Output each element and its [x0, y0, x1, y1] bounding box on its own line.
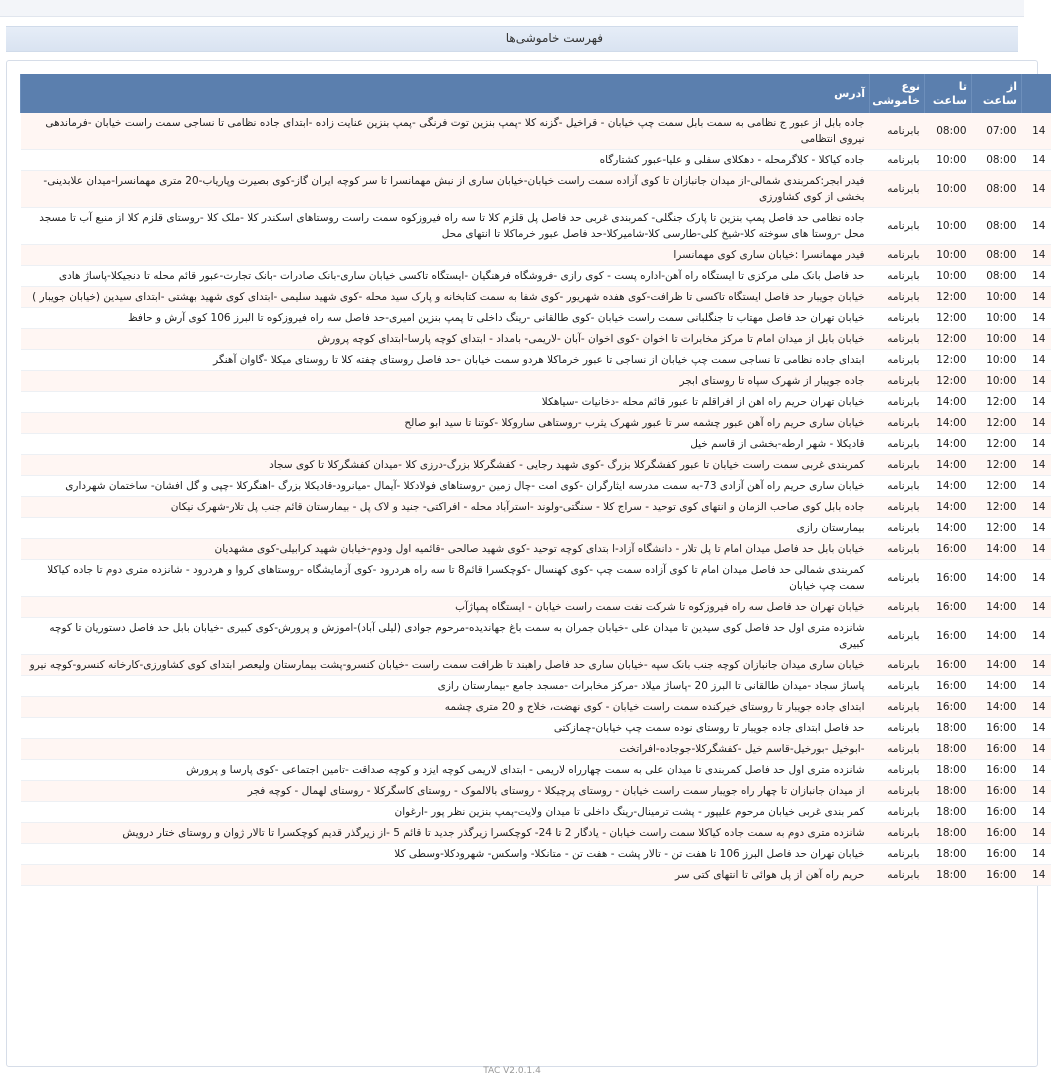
cell-address: از میدان جانبازان تا چهار راه جویبار سمت راست خیابان - روستای پرچیکلا - روستای بالالموک - روستای کاسگرکلا - روستای لهمال - کوچه فجر	[21, 781, 870, 802]
cell-outage-type: بابرنامه	[870, 844, 925, 865]
cell-date: 14	[1022, 113, 1051, 150]
table-row	[21, 697, 1051, 718]
cell-from-time: 14:00	[972, 597, 1022, 618]
cell-to-time: 14:00	[925, 413, 972, 434]
cell-to-time: 18:00	[925, 781, 972, 802]
cell-outage-type: بابرنامه	[870, 597, 925, 618]
cell-date: 14	[1022, 697, 1051, 718]
cell-date: 14	[1022, 781, 1051, 802]
table-row	[21, 308, 1051, 329]
cell-to-time: 16:00	[925, 539, 972, 560]
cell-from-time: 16:00	[972, 718, 1022, 739]
cell-date: 14	[1022, 455, 1051, 476]
cell-outage-type: بابرنامه	[870, 497, 925, 518]
cell-address: پاساژ سجاد -میدان طالقانی تا البرز 20 -پاساژ میلاد -مرکز مخابرات -مسجد جامع -بیمارستان رازی	[21, 676, 870, 697]
table-row	[21, 245, 1051, 266]
cell-date: 14	[1022, 676, 1051, 697]
cell-outage-type: بابرنامه	[870, 392, 925, 413]
cell-to-time: 16:00	[925, 618, 972, 655]
cell-from-time: 12:00	[972, 518, 1022, 539]
cell-outage-type: بابرنامه	[870, 308, 925, 329]
cell-to-time: 14:00	[925, 497, 972, 518]
table-row	[21, 718, 1051, 739]
cell-address: جاده نظامی حد فاصل پمپ بنزین تا پارک جنگلی- کمربندی غربی حد فاصل پل قلزم کلا تا سه راه فیروزکوه سمت راست روستاهای اسکندر کلا -ملک کلا -روستای قلزم کلا از منبع آب تا مسجد محل -روستا های سوخته کلا-شیخ کلی-طارسی کلا-شامیرکلا-حد فاصل عبور خرماکلا تا انتهای محل	[21, 208, 870, 245]
cell-date: 14	[1022, 618, 1051, 655]
cell-to-time: 10:00	[925, 245, 972, 266]
cell-address: قادیکلا - شهر ارطه-بخشی از قاسم خیل	[21, 434, 870, 455]
cell-outage-type: بابرنامه	[870, 697, 925, 718]
cell-to-time: 12:00	[925, 308, 972, 329]
section-title-bar	[6, 26, 1018, 52]
cell-outage-type: بابرنامه	[870, 434, 925, 455]
cell-from-time: 14:00	[972, 560, 1022, 597]
cell-date: 14	[1022, 329, 1051, 350]
cell-address: حد فاصل بانک ملی مرکزی تا ایستگاه راه آهن-اداره پست - کوی رازی -فروشگاه فرهنگیان -ایستگاه تاکسی خیابان ساری-بانک صادرات -بانک تجارت-عبور قائم محله تا دنجیکلا-پاساژ هادی	[21, 266, 870, 287]
cell-from-time: 16:00	[972, 823, 1022, 844]
table-row	[21, 371, 1051, 392]
cell-from-time: 12:00	[972, 392, 1022, 413]
table-row	[21, 266, 1051, 287]
version-footer: TAC V2.0.1.4	[483, 1066, 541, 1076]
table-row	[21, 476, 1051, 497]
cell-outage-type: بابرنامه	[870, 350, 925, 371]
cell-date: 14	[1022, 350, 1051, 371]
cell-address: جاده بابل از عبور ج نظامی به سمت بابل سمت چپ خیابان - قراخیل -گزنه کلا -پمپ بنزین توت فرنگی -پمپ بنزین عنایت زاده -ابتدای جاده نظامی تا نساجی سمت راست خیابان -فرماندهی نیروی انتظامی	[21, 113, 870, 150]
cell-outage-type: بابرنامه	[870, 781, 925, 802]
table-row	[21, 823, 1051, 844]
cell-outage-type: بابرنامه	[870, 676, 925, 697]
table-row	[21, 676, 1051, 697]
cell-address: جاده کیاکلا - کلاگرمحله - دهکلای سفلی و علیا-عبور کشتارگاه	[21, 150, 870, 171]
table-row	[21, 844, 1051, 865]
cell-to-time: 12:00	[925, 371, 972, 392]
cell-from-time: 10:00	[972, 350, 1022, 371]
cell-to-time: 14:00	[925, 392, 972, 413]
cell-from-time: 16:00	[972, 760, 1022, 781]
cell-to-time: 12:00	[925, 329, 972, 350]
cell-to-time: 12:00	[925, 350, 972, 371]
cell-date: 14	[1022, 597, 1051, 618]
table-row	[21, 113, 1051, 150]
cell-from-time: 12:00	[972, 476, 1022, 497]
table-row	[21, 618, 1051, 655]
cell-from-time: 10:00	[972, 329, 1022, 350]
cell-from-time: 10:00	[972, 308, 1022, 329]
cell-address: خیابان ساری میدان جانبازان کوچه جنب بانک سپه -خیابان ساری حد فاصل راهبند تا ظرافت سمت راست -خیابان کنسرو-پشت بیمارستان ولیعصر ابتدای کوی کشاورزی-کارخانه کنسرو-کوچه نیرو	[21, 655, 870, 676]
table-row	[21, 434, 1051, 455]
cell-to-time: 18:00	[925, 760, 972, 781]
cell-date: 14	[1022, 655, 1051, 676]
cell-to-time: 12:00	[925, 287, 972, 308]
cell-address: کمربندی غربی سمت راست خیابان تا عبور کفشگرکلا بزرگ -کوی شهید رجایی - کفشگرکلا بزرگ-درزی کلا -میدان کفشگرکلا تا کوی سجاد	[21, 455, 870, 476]
table-row	[21, 802, 1051, 823]
cell-to-time: 16:00	[925, 560, 972, 597]
table-row	[21, 329, 1051, 350]
cell-outage-type: بابرنامه	[870, 171, 925, 208]
cell-date: 14	[1022, 865, 1051, 886]
cell-outage-type: بابرنامه	[870, 455, 925, 476]
cell-outage-type: بابرنامه	[870, 718, 925, 739]
cell-date: 14	[1022, 392, 1051, 413]
top-toolbar-strip	[0, 0, 1024, 17]
cell-to-time: 18:00	[925, 865, 972, 886]
cell-address: خیابان تهران حد فاصل سه راه فیروزکوه تا شرکت نفت سمت راست خیابان - ایستگاه پمپاژآب	[21, 597, 870, 618]
cell-date: 14	[1022, 539, 1051, 560]
table-row	[21, 208, 1051, 245]
cell-date: 14	[1022, 518, 1051, 539]
cell-date: 14	[1022, 739, 1051, 760]
cell-from-time: 08:00	[972, 150, 1022, 171]
cell-outage-type: بابرنامه	[870, 655, 925, 676]
cell-date: 14	[1022, 308, 1051, 329]
cell-outage-type: بابرنامه	[870, 113, 925, 150]
cell-from-time: 12:00	[972, 455, 1022, 476]
cell-address: حد فاصل ابتدای جاده جویبار تا روستای نوده سمت چپ خیابان-چمازکتی	[21, 718, 870, 739]
cell-outage-type: بابرنامه	[870, 287, 925, 308]
cell-date: 14	[1022, 497, 1051, 518]
table-row	[21, 171, 1051, 208]
cell-address: فیدر مهمانسرا :خیابان ساری کوی مهمانسرا	[21, 245, 870, 266]
cell-date: 14	[1022, 718, 1051, 739]
cell-from-time: 16:00	[972, 865, 1022, 886]
cell-from-time: 14:00	[972, 539, 1022, 560]
cell-address: جاده بابل کوی صاحب الزمان و انتهای کوی توحید - سراج کلا - سنگتی-ولوند -استرآباد محله - افراکتی- جنید و لاک پل - بیمارستان قائم جنب پل تلار-شهرک نیکان	[21, 497, 870, 518]
cell-from-time: 12:00	[972, 434, 1022, 455]
cell-date: 14	[1022, 760, 1051, 781]
table-row	[21, 350, 1051, 371]
cell-from-time: 16:00	[972, 844, 1022, 865]
cell-outage-type: بابرنامه	[870, 865, 925, 886]
cell-from-time: 12:00	[972, 413, 1022, 434]
cell-to-time: 10:00	[925, 171, 972, 208]
table-row	[21, 150, 1051, 171]
cell-address: خیابان تهران حد فاصل البرز 106 تا هفت تن - تالار پشت - هفت تن - متانکلا- واسکس- شهرودکلا-وسطی کلا	[21, 844, 870, 865]
cell-to-time: 14:00	[925, 476, 972, 497]
cell-outage-type: بابرنامه	[870, 476, 925, 497]
cell-to-time: 14:00	[925, 434, 972, 455]
cell-outage-type: بابرنامه	[870, 150, 925, 171]
table-row	[21, 865, 1051, 886]
cell-outage-type: بابرنامه	[870, 413, 925, 434]
table-row	[21, 655, 1051, 676]
cell-address: شانزده متری دوم به سمت جاده کیاکلا سمت راست خیابان - یادگار 2 تا 24- کوچکسرا زیرگذر جدید تا قائم 5 -از زیرگذر قدیم کوچکسرا تا تالار ژوان و روستای ختار درویش	[21, 823, 870, 844]
header-address[interactable]: آدرس	[21, 74, 870, 113]
cell-date: 14	[1022, 802, 1051, 823]
cell-outage-type: بابرنامه	[870, 371, 925, 392]
table-row	[21, 497, 1051, 518]
cell-to-time: 18:00	[925, 718, 972, 739]
cell-address: جاده جویبار از شهرک سپاه تا روستای ابجر	[21, 371, 870, 392]
cell-from-time: 16:00	[972, 781, 1022, 802]
cell-to-time: 18:00	[925, 739, 972, 760]
cell-outage-type: بابرنامه	[870, 518, 925, 539]
cell-date: 14	[1022, 371, 1051, 392]
cell-to-time: 16:00	[925, 697, 972, 718]
cell-outage-type: بابرنامه	[870, 329, 925, 350]
cell-date: 14	[1022, 208, 1051, 245]
cell-from-time: 16:00	[972, 802, 1022, 823]
cell-address: خیابان بابل از میدان امام تا مرکز مخابرات تا اخوان -کوی اخوان -آبان -لاریمی- بامداد - ابتدای کوچه پارسا-ابتدای کوچه پرورش	[21, 329, 870, 350]
cell-date: 14	[1022, 171, 1051, 208]
cell-outage-type: بابرنامه	[870, 739, 925, 760]
cell-address: شانزده متری اول حد فاصل کوی سیدین تا میدان علی -خیابان جمران به سمت باغ جهاندیده-مرحوم جوادی (لیلی آباد)-اموزش و پرورش-کوی کبیری -خیابان بابل حد فاصل دستوریان تا کوچه کبیری	[21, 618, 870, 655]
cell-from-time: 14:00	[972, 676, 1022, 697]
table-header	[21, 74, 1051, 113]
table-row	[21, 760, 1051, 781]
table-row	[21, 287, 1051, 308]
cell-address: خیابان تهران حریم راه اهن از افراقلم تا عبور قائم محله -دخانیات -سیاهکلا	[21, 392, 870, 413]
cell-address: حریم راه آهن از پل هوائی تا انتهای کتی سر	[21, 865, 870, 886]
cell-date: 14	[1022, 844, 1051, 865]
cell-address: -ابوخیل -بورخیل-قاسم خیل -کفشگرکلا-جوجاده-افراتخت	[21, 739, 870, 760]
table-body	[21, 113, 1051, 886]
cell-outage-type: بابرنامه	[870, 208, 925, 245]
cell-from-time: 07:00	[972, 113, 1022, 150]
cell-outage-type: بابرنامه	[870, 618, 925, 655]
cell-outage-type: بابرنامه	[870, 823, 925, 844]
cell-to-time: 10:00	[925, 266, 972, 287]
cell-from-time: 08:00	[972, 171, 1022, 208]
cell-from-time: 14:00	[972, 655, 1022, 676]
cell-address: کمربندی شمالی حد فاصل میدان امام تا کوی آزاده سمت چپ -کوی کهنسال -کوچکسرا قائم8 تا سه راه هردرود -کوی آزمایشگاه -روستاهای کروا و هردرود - شانزده متری دوم تا جاده کیاکلا سمت چپ خیابان	[21, 560, 870, 597]
cell-address: ابتدای جاده نظامی تا نساجی سمت چپ خیابان از نساجی تا عبور خرماکلا هردو سمت خیابان -حد فاصل روستای چفته کلا تا روستای میکلا -گاوان آهنگر	[21, 350, 870, 371]
cell-date: 14	[1022, 150, 1051, 171]
header-outage-type[interactable]: نوع خاموشی	[870, 74, 925, 113]
cell-date: 14	[1022, 560, 1051, 597]
cell-address: شانزده متری اول حد فاصل کمربندی تا میدان علی به سمت چهارراه لاریمی - ابتدای لاریمی کوچه ایزد و کوچه صداقت -تامین اجتماعی -کوی پارسا و پرورش	[21, 760, 870, 781]
table-row	[21, 518, 1051, 539]
table-row	[21, 781, 1051, 802]
cell-date: 14	[1022, 823, 1051, 844]
header-from-time[interactable]: از ساعت	[972, 74, 1022, 113]
page-title: فهرست خاموشی‌ها	[505, 31, 603, 45]
header-to-time[interactable]: تا ساعت	[925, 74, 972, 113]
cell-to-time: 14:00	[925, 455, 972, 476]
cell-date: 14	[1022, 434, 1051, 455]
header-date	[1022, 74, 1051, 113]
cell-to-time: 16:00	[925, 597, 972, 618]
table-row	[21, 739, 1051, 760]
cell-from-time: 08:00	[972, 208, 1022, 245]
cell-address: خیابان جویبار حد فاصل ایستگاه تاکسی تا ظرافت-کوی هفده شهریور -کوی شفا به سمت کتابخانه و پارک سید محله -کوی شهید سلیمی -ابتدای کوی شهید بهشتی -ابتدای سیدین (خیابان جویبار )	[21, 287, 870, 308]
cell-address: خیابان تهران حد فاصل مهتاب تا جنگلبانی سمت راست خیابان -کوی طالقانی -رینگ داخلی تا پمپ بنزین امیری-حد فاصل سه راه فیروزکوه تا البرز 106 کوی آرش و حافظ	[21, 308, 870, 329]
cell-address: فیدر ابجر:کمربندی شمالی-از میدان جانبازان تا کوی آزاده سمت راست خیابان-خیابان ساری از نبش مهمانسرا تا سر کوچه ایران گاز-کوی بصیرت وپاریاب-20 متری مهمانسرا-میدان علابدینی-بخشی از کوی کشاورزی	[21, 171, 870, 208]
cell-date: 14	[1022, 266, 1051, 287]
cell-from-time: 12:00	[972, 497, 1022, 518]
cell-address: کمر بندی غربی خیابان مرحوم علیپور - پشت ترمینال-رینگ داخلی تا میدان ولایت-پمپ بنزین نظر پور -ارغوان	[21, 802, 870, 823]
cell-to-time: 18:00	[925, 844, 972, 865]
cell-date: 14	[1022, 245, 1051, 266]
cell-from-time: 10:00	[972, 287, 1022, 308]
outage-table	[20, 74, 1051, 886]
cell-to-time: 18:00	[925, 823, 972, 844]
cell-outage-type: بابرنامه	[870, 802, 925, 823]
cell-to-time: 10:00	[925, 208, 972, 245]
cell-outage-type: بابرنامه	[870, 245, 925, 266]
cell-address: خیابان ساری حریم راه آهن آزادی 73-به سمت مدرسه ایثارگران -کوی امت -چال زمین -روستاهای فولادکلا -آیمال -میانرود-قادیکلا بزرگ -اهنگرکلا -چپی و گل افشان- ساختمان شهرداری	[21, 476, 870, 497]
cell-from-time: 14:00	[972, 697, 1022, 718]
cell-from-time: 14:00	[972, 618, 1022, 655]
cell-to-time: 10:00	[925, 150, 972, 171]
cell-address: بیمارستان رازی	[21, 518, 870, 539]
cell-to-time: 16:00	[925, 655, 972, 676]
cell-to-time: 18:00	[925, 802, 972, 823]
cell-address: ابتدای جاده جویبار تا روستای خیرکنده سمت راست خیابان - کوی نهضت، خلاج و 20 متری چشمه	[21, 697, 870, 718]
table-row	[21, 455, 1051, 476]
cell-outage-type: بابرنامه	[870, 760, 925, 781]
cell-date: 14	[1022, 413, 1051, 434]
cell-to-time: 14:00	[925, 518, 972, 539]
cell-from-time: 16:00	[972, 739, 1022, 760]
cell-outage-type: بابرنامه	[870, 266, 925, 287]
cell-address: خیابان ساری حریم راه آهن عبور چشمه سر تا عبور شهرک یثرب -روستاهی ساروکلا -کوتنا تا سید ابو صالح	[21, 413, 870, 434]
cell-from-time: 08:00	[972, 266, 1022, 287]
table-row	[21, 597, 1051, 618]
cell-outage-type: بابرنامه	[870, 560, 925, 597]
cell-to-time: 08:00	[925, 113, 972, 150]
cell-address: خیابان بابل حد فاصل میدان امام تا پل تلار - دانشگاه آزاد-ا بتدای کوچه توحید -کوی شهید صالحی -قائمیه اول ودوم-خیابان شهید کرابیلی-کوی مشهدیان	[21, 539, 870, 560]
table-row	[21, 539, 1051, 560]
cell-from-time: 10:00	[972, 371, 1022, 392]
table-row	[21, 392, 1051, 413]
cell-from-time: 08:00	[972, 245, 1022, 266]
table-row	[21, 413, 1051, 434]
cell-outage-type: بابرنامه	[870, 539, 925, 560]
cell-to-time: 16:00	[925, 676, 972, 697]
cell-date: 14	[1022, 476, 1051, 497]
cell-date: 14	[1022, 287, 1051, 308]
table-row	[21, 560, 1051, 597]
